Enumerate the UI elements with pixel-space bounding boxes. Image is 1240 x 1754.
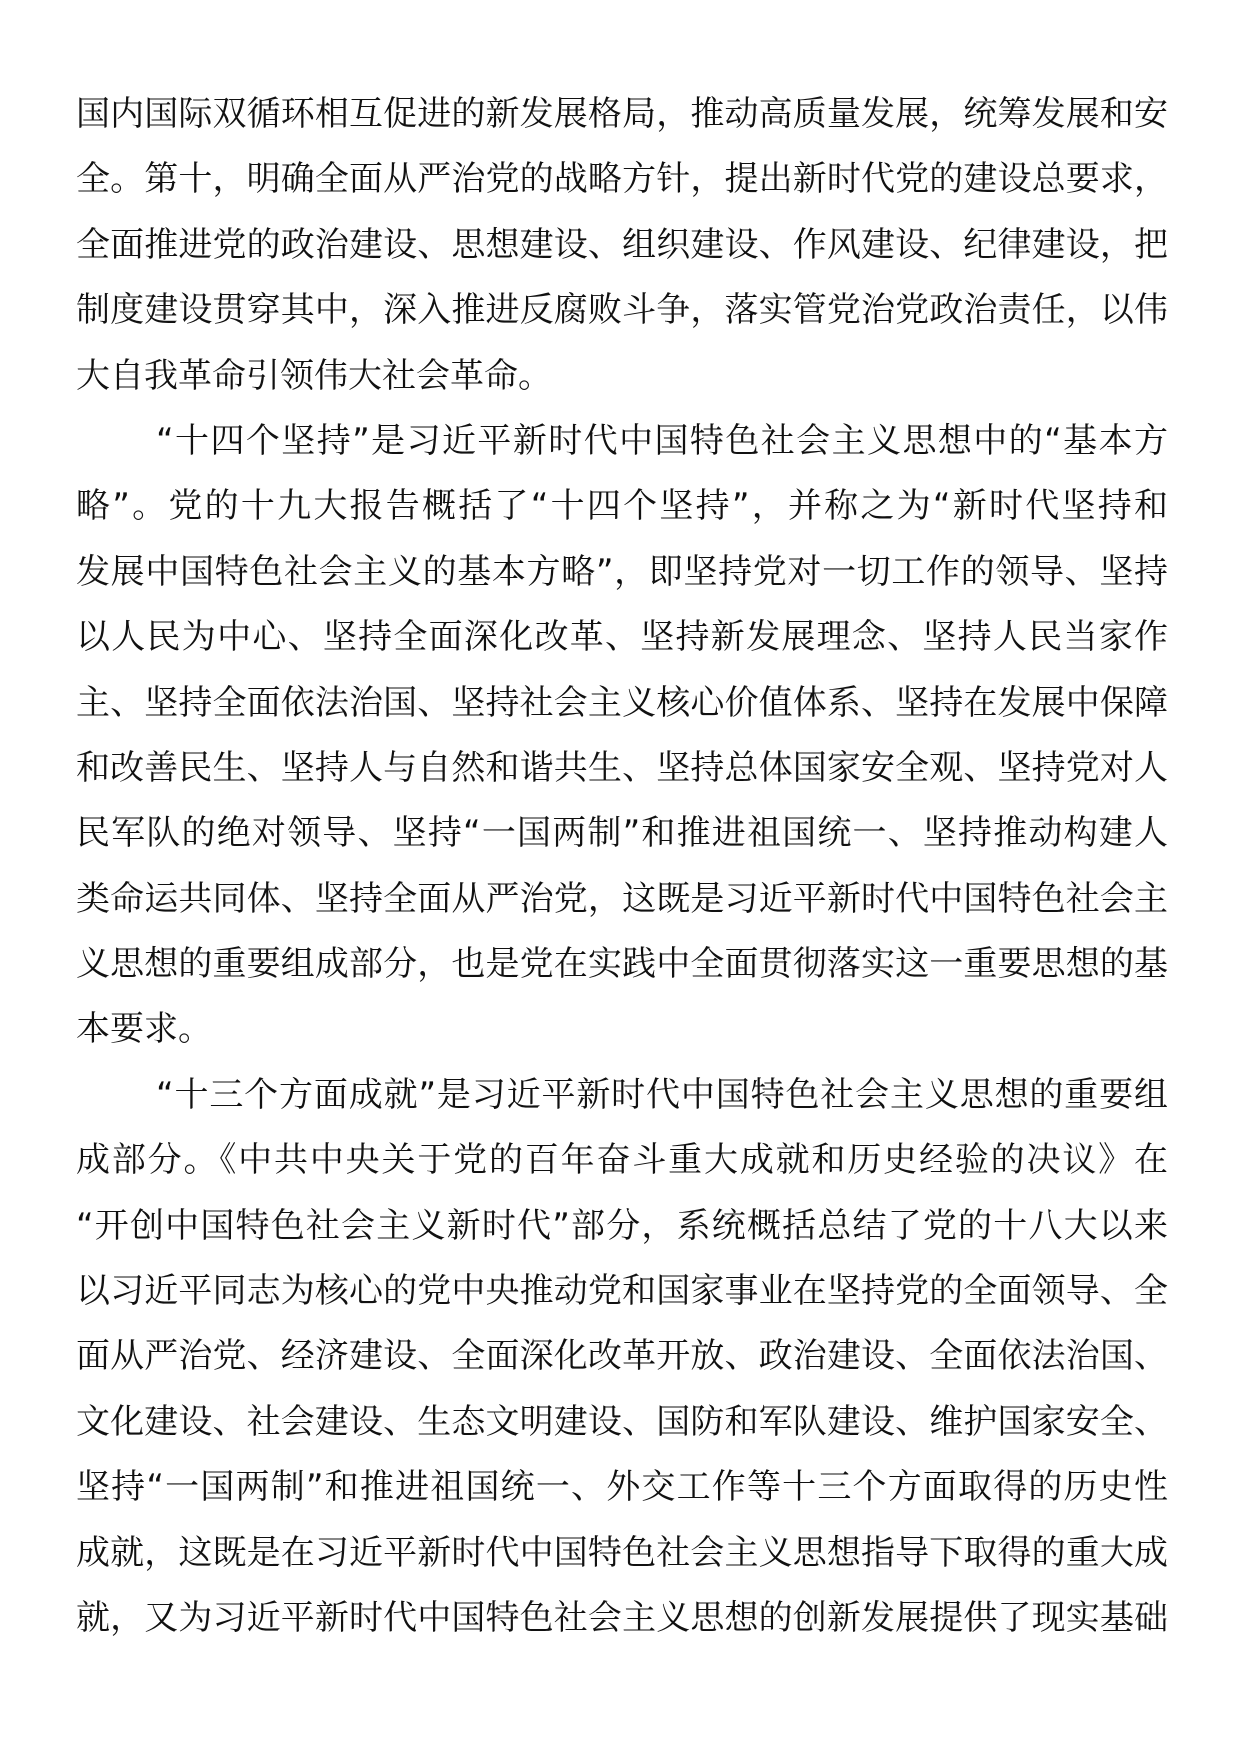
document-page (76, 82, 1168, 1651)
text-line: 类命运共同体、坚持全面从严治党，这既是习近平新时代中国特色社会主 (76, 878, 1168, 919)
text-line: 文化建设、社会建设、生态文明建设、国防和军队建设、维护国家安全、 (76, 1401, 1168, 1442)
paragraph-continuation (76, 82, 1168, 409)
text-line: 大自我革命引领伟大社会革命。 (76, 355, 552, 396)
text-line: 发展中国特色社会主义的基本方略”，即坚持党对一切工作的领导、坚持 (76, 551, 1168, 592)
text-line: 略”。党的十九大报告概括了“十四个坚持”，并称之为“新时代坚持和 (76, 486, 1168, 527)
text-line: 和改善民生、坚持人与自然和谐共生、坚持总体国家安全观、坚持党对人 (76, 747, 1168, 788)
text-line: 面从严治党、经济建设、全面深化改革开放、政治建设、全面依法治国、 (76, 1336, 1168, 1377)
text-line: 成就，这既是在习近平新时代中国特色社会主义思想指导下取得的重大成 (76, 1532, 1168, 1573)
text-line: 就，又为习近平新时代中国特色社会主义思想的创新发展提供了现实基础 (76, 1597, 1168, 1638)
text-line: 民军队的绝对领导、坚持“一国两制”和推进祖国统一、坚持推动构建人 (76, 813, 1168, 854)
text-line: 成部分。《中共中央关于党的百年奋斗重大成就和历史经验的决议》在 (76, 1140, 1168, 1181)
text-line: 坚持“一国两制”和推进祖国统一、外交工作等十三个方面取得的历史性 (76, 1467, 1168, 1508)
text-line: 义思想的重要组成部分，也是党在实践中全面贯彻落实这一重要思想的基 (76, 944, 1168, 985)
text-line: 本要求。 (76, 1009, 212, 1050)
text-line: “十四个坚持”是习近平新时代中国特色社会主义思想中的“基本方 (156, 420, 1168, 461)
text-line: 制度建设贯穿其中，深入推进反腐败斗争，落实管党治党政治责任，以伟 (76, 290, 1168, 331)
text-line: 全。第十，明确全面从严治党的战略方针，提出新时代党的建设总要求， (76, 159, 1168, 200)
text-line: 以人民为中心、坚持全面深化改革、坚持新发展理念、坚持人民当家作 (76, 617, 1168, 658)
text-line: “开创中国特色社会主义新时代”部分，系统概括总结了党的十八大以来 (76, 1205, 1168, 1246)
paragraph-thirteen-achievements (76, 1063, 1168, 1652)
text-line: 主、坚持全面依法治国、坚持社会主义核心价值体系、坚持在发展中保障 (76, 682, 1168, 723)
paragraph-fourteen-adherences (76, 409, 1168, 1063)
text-line: 全面推进党的政治建设、思想建设、组织建设、作风建设、纪律建设，把 (76, 224, 1168, 265)
text-line: “十三个方面成就”是习近平新时代中国特色社会主义思想的重要组 (156, 1074, 1168, 1115)
text-line: 国内国际双循环相互促进的新发展格局，推动高质量发展，统筹发展和安 (76, 94, 1168, 134)
text-line: 以习近平同志为核心的党中央推动党和国家事业在坚持党的全面领导、全 (76, 1271, 1168, 1312)
